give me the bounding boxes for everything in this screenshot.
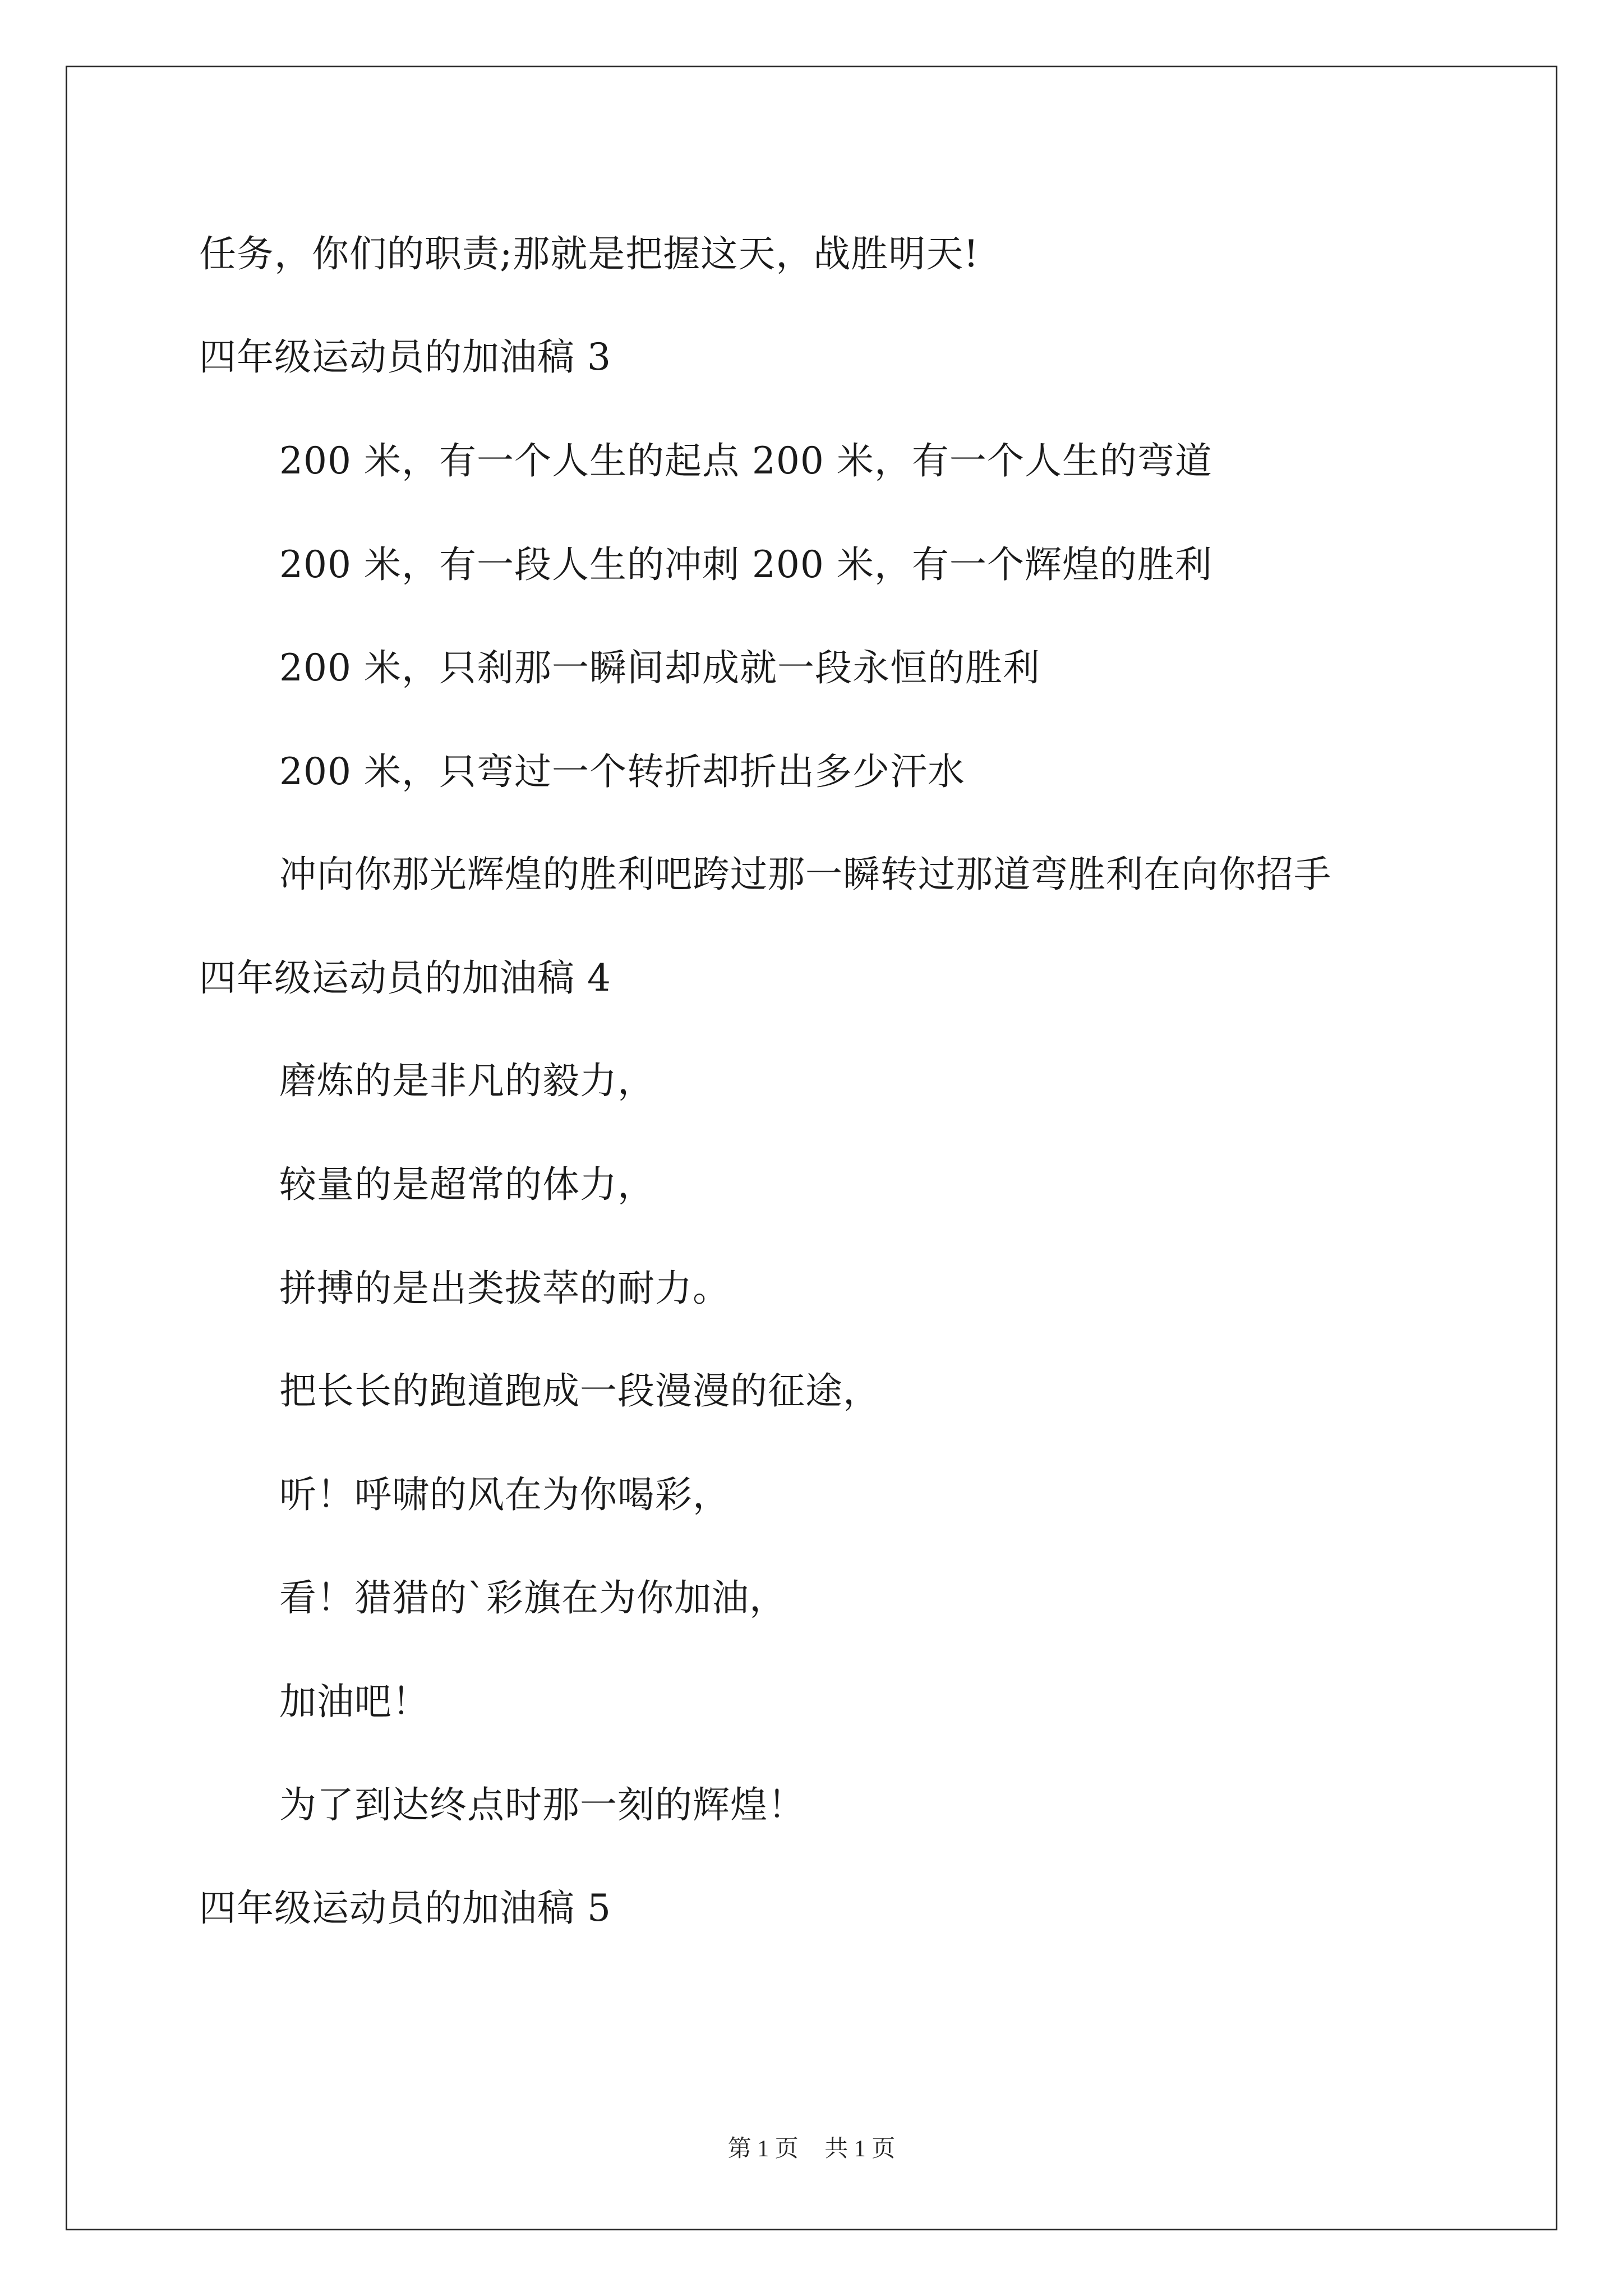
text-line: 看！猎猎的`彩旗在为你加油，: [279, 1576, 787, 1619]
text-line: 200 米，只弯过一个转折却折出多少汗水: [279, 750, 965, 793]
page-number-total: 共 1 页: [824, 2136, 896, 2162]
text-line: 任务，你们的职责;那就是把握这天，战胜明天!: [199, 232, 979, 275]
text-line: 拼搏的是出类拔萃的耐力。: [279, 1267, 730, 1310]
text-line: 200 米，有一个人生的起点 200 米，有一个人生的弯道: [279, 439, 1212, 482]
page-footer: [0, 2135, 1623, 2163]
text-line: 200 米，只刹那一瞬间却成就一段永恒的胜利: [279, 646, 1040, 689]
text-line: 磨炼的是非凡的毅力，: [279, 1059, 655, 1102]
section-heading: 四年级运动员的加油稿 3: [199, 335, 611, 379]
text-line: 冲向你那光辉煌的胜利吧跨过那一瞬转过那道弯胜利在向你招手: [279, 853, 1331, 896]
section-heading: 四年级运动员的加油稿 4: [199, 956, 611, 1000]
text-line: 较量的是超常的体力，: [279, 1163, 655, 1206]
text-line: 听！呼啸的风在为你喝彩，: [279, 1473, 730, 1516]
text-line: 把长长的跑道跑成一段漫漫的征途，: [279, 1369, 880, 1412]
text-line: 为了到达终点时那一刻的辉煌！: [279, 1783, 805, 1826]
page-number-current: 第 1 页: [727, 2136, 799, 2162]
text-line: 200 米，有一段人生的冲刺 200 米，有一个辉煌的胜利: [279, 543, 1212, 586]
text-line: 加油吧！: [279, 1680, 430, 1723]
section-heading: 四年级运动员的加油稿 5: [199, 1887, 611, 1930]
